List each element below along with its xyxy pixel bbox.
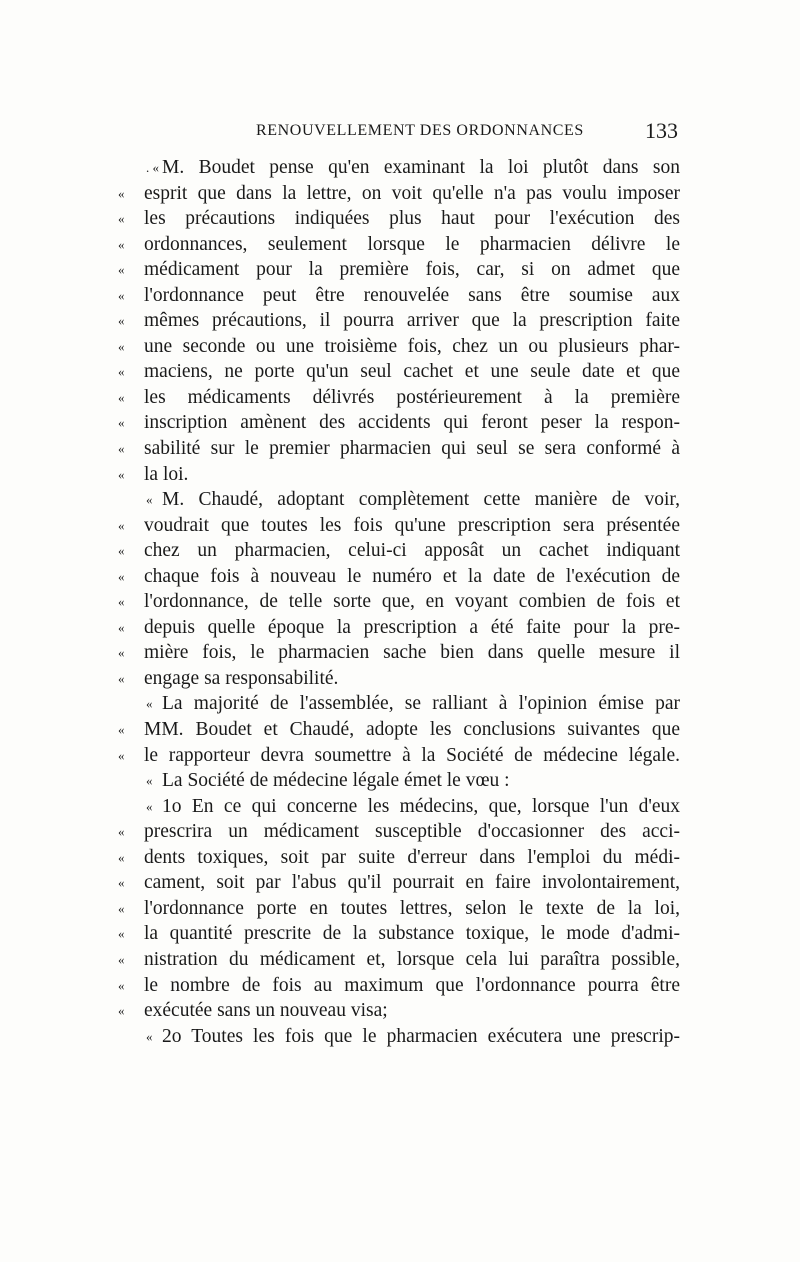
quote-guillemet: « [118, 926, 125, 942]
text-line [118, 998, 680, 1024]
quote-guillemet: « [118, 670, 125, 686]
text-line [118, 359, 680, 385]
line-text: chaque fois à nouveau le numéro et la date de l'exécution de [144, 565, 680, 587]
line-text: l'ordonnance porte en toutes lettres, selon le texte de la loi, [144, 897, 680, 919]
quote-guillemet: « [118, 568, 125, 584]
line-text: La majorité de l'assemblée, se ralliant à l'opinion émise par [162, 693, 680, 715]
text-line [118, 206, 680, 232]
line-text: la loi. [144, 463, 189, 485]
text-line [118, 743, 680, 769]
text-line [118, 819, 680, 845]
quote-guillemet: « [118, 594, 125, 610]
text-line [118, 870, 680, 896]
line-text: voudrait que toutes les fois qu'une prescription sera présentée [144, 514, 680, 536]
line-text: ordonnances, seulement lorsque le pharmacien délivre le [144, 233, 680, 255]
text-line [118, 283, 680, 309]
line-text: cament, soit par l'abus qu'il pourrait en faire involontairement, [144, 872, 680, 894]
quote-guillemet: « [118, 977, 125, 993]
quote-guillemet: « [118, 951, 125, 967]
text-line [118, 513, 680, 539]
quote-guillemet: « [118, 415, 125, 431]
quote-guillemet: « [118, 849, 125, 865]
line-text: 1o En ce qui concerne les médecins, que, lorsque l'un d'eux [162, 795, 680, 817]
quote-guillemet: « [118, 900, 125, 916]
text-line [118, 845, 680, 871]
text-line [118, 257, 680, 283]
line-text: médicament pour la première fois, car, si on admet que [144, 259, 680, 281]
line-text: esprit que dans la lettre, on voit qu'elle n'a pas voulu imposer [144, 182, 680, 204]
quote-guillemet: « [146, 492, 153, 508]
text-line [118, 181, 680, 207]
quote-guillemet: « [146, 696, 153, 712]
line-text: l'ordonnance, de telle sorte que, en voyant combien de fois et [144, 591, 680, 613]
line-text: la quantité prescrite de la substance toxique, le mode d'admi- [144, 923, 680, 945]
text-line [118, 640, 680, 666]
quote-guillemet: « [118, 466, 125, 482]
line-text: les médicaments délivrés postérieurement à la première [144, 386, 680, 408]
text-line [118, 666, 680, 692]
line-text: maciens, ne porte qu'un seul cachet et une seule date et que [144, 361, 680, 383]
text-line [118, 487, 680, 513]
line-text: 2o Toutes les fois que le pharmacien exécutera une prescrip- [162, 1025, 680, 1047]
text-line [118, 973, 680, 999]
body-text [118, 155, 680, 1049]
quote-guillemet: « [118, 441, 125, 457]
quote-guillemet: « [118, 645, 125, 661]
quote-guillemet: « [118, 543, 125, 559]
text-line [118, 691, 680, 717]
quote-guillemet: « [146, 798, 153, 814]
quote-guillemet: « [118, 722, 125, 738]
page-number: 133 [645, 118, 678, 143]
quote-guillemet: « [118, 287, 125, 303]
text-line [118, 308, 680, 334]
text-line [118, 334, 680, 360]
text-line [118, 155, 680, 181]
line-text: M. Boudet pense qu'en examinant la loi plutôt dans son [162, 157, 680, 178]
quote-guillemet: « [118, 211, 125, 227]
line-text: le nombre de fois au maximum que l'ordonnance pourra être [144, 974, 680, 996]
line-text: inscription amènent des accidents qui feront peser la respon- [144, 412, 680, 434]
text-line [118, 921, 680, 947]
text-line [118, 410, 680, 436]
quote-guillemet: « [118, 747, 125, 763]
text-line [118, 947, 680, 973]
quote-guillemet: « [118, 619, 125, 635]
line-text: sabilité sur le premier pharmacien qui seul se sera conformé à [144, 438, 680, 460]
quote-guillemet: « [118, 517, 125, 533]
line-text: M. Chaudé, adoptant complètement cette manière de voir, [162, 489, 680, 511]
text-line [118, 794, 680, 820]
line-text: nistration du médicament et, lorsque cela lui paraîtra possible, [144, 948, 680, 970]
text-line [118, 462, 680, 488]
text-line [118, 564, 680, 590]
quote-guillemet: . « [146, 160, 159, 175]
line-text: prescrira un médicament susceptible d'occasionner des acci- [144, 821, 680, 843]
quote-guillemet: « [118, 875, 125, 891]
text-line [118, 385, 680, 411]
running-title: RENOUVELLEMENT DES ORDONNANCES [256, 122, 584, 139]
quote-guillemet: « [118, 389, 125, 405]
quote-guillemet: « [118, 313, 125, 329]
quote-guillemet: « [118, 338, 125, 354]
text-line [118, 589, 680, 615]
quote-guillemet: « [118, 824, 125, 840]
line-text: l'ordonnance peut être renouvelée sans être soumise aux [144, 284, 680, 306]
line-text: engage sa responsabilité. [144, 667, 339, 689]
quote-guillemet: « [118, 364, 125, 380]
line-text: le rapporteur devra soumettre à la Société de médecine légale. [144, 744, 680, 766]
quote-guillemet: « [118, 185, 125, 201]
line-text: chez un pharmacien, celui-ci apposât un cachet indiquant [144, 540, 680, 562]
quote-guillemet: « [146, 1028, 153, 1044]
text-line [118, 768, 680, 794]
line-text: mêmes précautions, il pourra arriver que la prescription faite [144, 310, 680, 332]
line-text: depuis quelle époque la prescription a été faite pour la pre- [144, 616, 680, 638]
quote-guillemet: « [118, 1003, 125, 1019]
line-text: mière fois, le pharmacien sache bien dans quelle mesure il [144, 642, 680, 664]
line-text: exécutée sans un nouveau visa; [144, 1000, 388, 1022]
page-header [118, 118, 680, 144]
text-line [118, 615, 680, 641]
line-text: MM. Boudet et Chaudé, adopte les conclusions suivantes que [144, 719, 680, 741]
line-text: les précautions indiquées plus haut pour l'exécution des [144, 208, 680, 230]
quote-guillemet: « [146, 773, 153, 789]
text-line [118, 538, 680, 564]
line-text: La Société de médecine légale émet le vœu : [162, 770, 510, 792]
line-text: une seconde ou une troisième fois, chez un ou plusieurs phar- [144, 335, 680, 357]
text-line [118, 896, 680, 922]
line-text: dents toxiques, soit par suite d'erreur dans l'emploi du médi- [144, 846, 680, 868]
quote-guillemet: « [118, 262, 125, 278]
text-line [118, 232, 680, 258]
text-line [118, 717, 680, 743]
quote-guillemet: « [118, 236, 125, 252]
text-line [118, 436, 680, 462]
text-line [118, 1024, 680, 1050]
